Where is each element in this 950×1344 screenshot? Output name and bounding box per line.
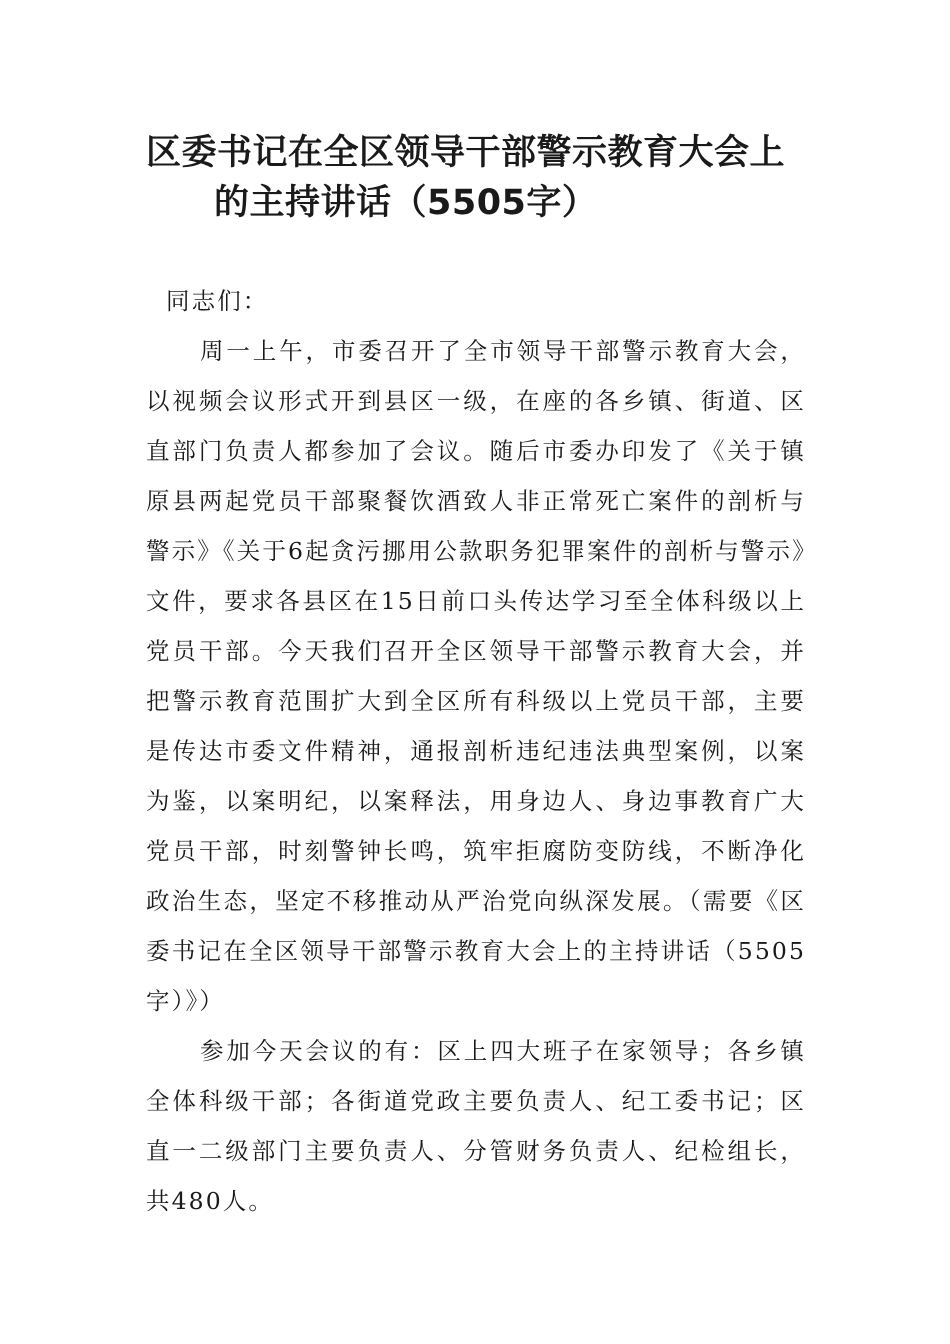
document-body xyxy=(146,276,806,1226)
title-line-2: 的主持讲话（5505字） xyxy=(214,183,598,223)
paragraph-1: 周一上午，市委召开了全市领导干部警示教育大会，以视频会议形式开到县区一级，在座的各乡镇、街道、区直部门负责人都参加了会议。随后市委办印发了《关于镇原县两起党员干部聚餐饮酒致人非正常死亡案件的剖析与警示》《关于6起贪污挪用公款职务犯罪案件的剖析与警示》文件，要求各县区在15日前口头传达学习至全体科级以上党员干部。今天我们召开全区领导干部警示教育大会，并把警示教育范围扩大到全区所有科级以上党员干部，主要是传达市委文件精神，通报剖析违纪违法典型案例，以案为鉴，以案明纪，以案释法，用身边人、身边事教育广大党员干部，时刻警钟长鸣，筑牢拒腐防变防线，不断净化政治生态，坚定不移推动从严治党向纵深发展。（需要《区委书记在全区领导干部警示教育大会上的主持讲话（5505字）》） xyxy=(146,337,806,1015)
document-title xyxy=(146,128,826,228)
greeting: 同志们： xyxy=(166,287,269,315)
paragraph-2: 参加今天会议的有：区上四大班子在家领导；各乡镇全体科级干部；各街道党政主要负责人、纪工委书记；区直一二级部门主要负责人、分管财务负责人、纪检组长，共480人。 xyxy=(146,1037,806,1215)
title-line-1: 区委书记在全区领导干部警示教育大会上 xyxy=(146,133,786,173)
